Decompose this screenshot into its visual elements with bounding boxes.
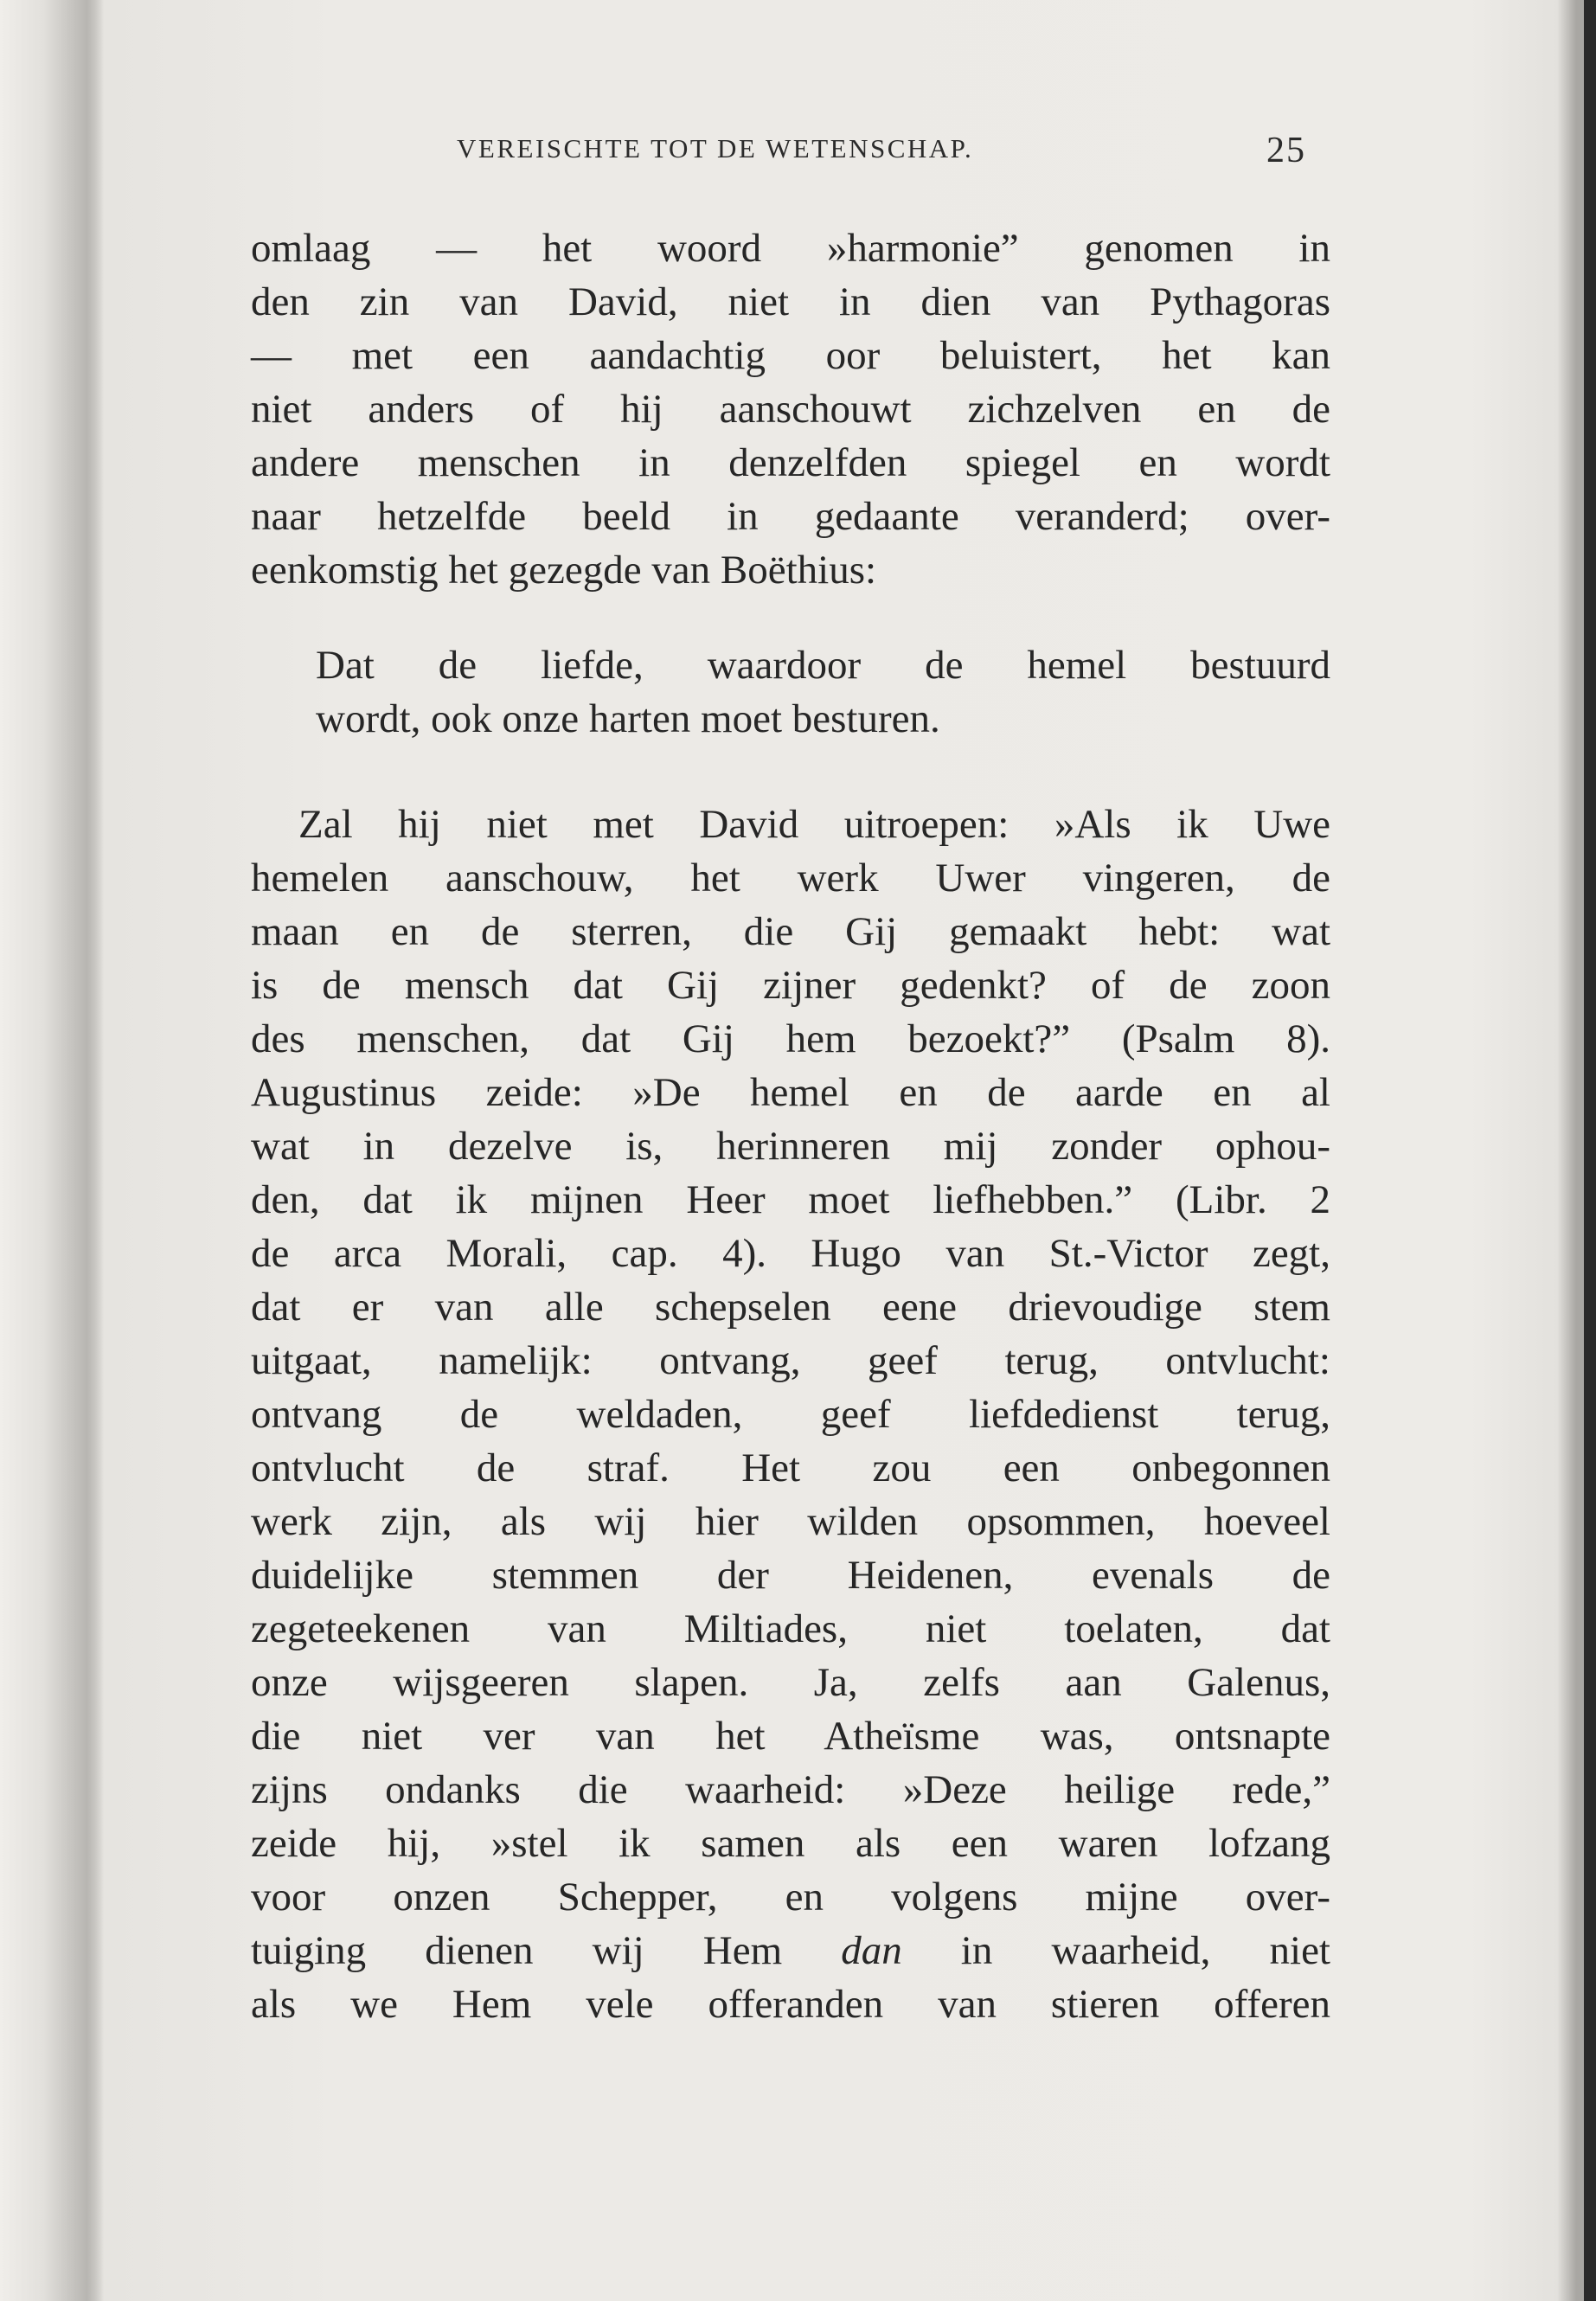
text-line: den zin van David, niet in dien van Pythagoras (251, 279, 1330, 324)
text-line: eenkomstig het gezegde van Boëthius: (251, 548, 877, 593)
text-line: de arca Morali, cap. 4). Hugo van St.-Victor zegt, (251, 1231, 1330, 1276)
text-line: — met een aandachtig oor beluistert, het kan (251, 333, 1330, 378)
text-line-with-italic (251, 1924, 1330, 1977)
text-line: wat in dezelve is, herinneren mij zonder ophou- (251, 1124, 1330, 1169)
quote-line: wordt, ook onze harten moet besturen. (316, 696, 940, 741)
page-header (249, 130, 1330, 173)
text-line: ontvang de weldaden, geef liefdedienst terug, (251, 1392, 1330, 1437)
page-edge (1584, 0, 1596, 2301)
text-line: uitgaat, namelijk: ontvang, geef terug, ontvlucht: (251, 1338, 1330, 1383)
text-line: onze wijsgeeren slapen. Ja, zelfs aan Galenus, (251, 1660, 1330, 1705)
text-line: andere menschen in denzelfden spiegel en wordt (251, 440, 1330, 485)
page-gutter (0, 0, 104, 2301)
text-line: die niet ver van het Atheïsme was, ontsnapte (251, 1714, 1330, 1759)
quote-line: Dat de liefde, waardoor de hemel bestuurd (316, 643, 1330, 688)
text-line: hemelen aanschouw, het werk Uwer vingeren, de (251, 856, 1330, 901)
text-line: zeide hij, »stel ik samen als een waren lofzang (251, 1821, 1330, 1866)
text-line: voor onzen Schepper, en volgens mijne over- (251, 1875, 1330, 1920)
text-line: maan en de sterren, die Gij gemaakt hebt: wat (251, 909, 1330, 954)
text-line: werk zijn, als wij hier wilden opsommen, hoeveel (251, 1499, 1330, 1544)
text-line: omlaag — het woord »harmonie” genomen in (251, 226, 1330, 271)
text-line: des menschen, dat Gij hem bezoekt?” (Psalm 8). (251, 1016, 1330, 1061)
text-line: duidelijke stemmen der Heidenen, evenals de (251, 1553, 1330, 1598)
text-line: dat er van alle schepselen eene drievoudige stem (251, 1285, 1330, 1330)
text-segment: in waarheid, niet (901, 1928, 1330, 1973)
text-line: zijns ondanks die waarheid: »Deze heilige rede,” (251, 1767, 1330, 1812)
text-line: ontvlucht de straf. Het zou een onbegonnen (251, 1445, 1330, 1490)
running-title: VEREISCHTE TOT DE WETENSCHAP. (457, 133, 974, 163)
italic-word: dan (841, 1928, 902, 1973)
body-text (251, 221, 1330, 2031)
text-line: zegeteekenen van Miltiades, niet toelaten, dat (251, 1606, 1330, 1651)
text-line: als we Hem vele offeranden van stieren offeren (251, 1982, 1330, 2027)
text-line: Zal hij niet met David uitroepen: »Als ik Uwe (298, 802, 1330, 847)
text-line: niet anders of hij aanschouwt zichzelven en de (251, 387, 1330, 432)
text-line: Augustinus zeide: »De hemel en de aarde en al (251, 1070, 1330, 1115)
text-line: is de mensch dat Gij zijner gedenkt? of de zoon (251, 963, 1330, 1008)
text-line: naar hetzelfde beeld in gedaante veranderd; over- (251, 494, 1330, 539)
text-line: den, dat ik mijnen Heer moet liefhebben.” (Libr. 2 (251, 1177, 1330, 1222)
text-segment: tuiging dienen wij Hem (251, 1928, 842, 1973)
page-number: 25 (1266, 131, 1306, 170)
